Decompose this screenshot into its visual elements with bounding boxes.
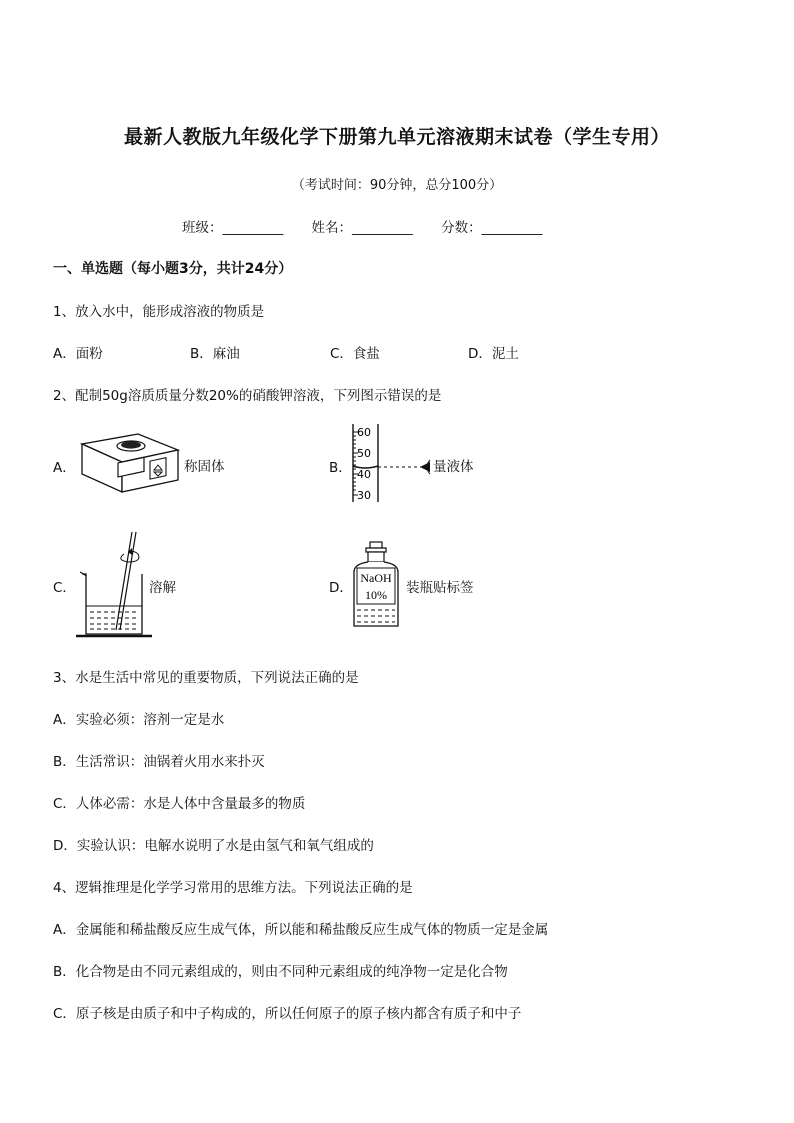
tick-50: 50 — [357, 447, 371, 460]
beaker-stirring-figure — [76, 530, 154, 642]
q2-option-c-letter: C． — [53, 580, 76, 596]
class-field[interactable]: 班级：_________ — [182, 220, 284, 236]
q1-option-d: D．泥土 — [468, 346, 519, 362]
q1-option-c: C．食盐 — [330, 346, 380, 362]
q2-option-b-letter: B． — [329, 460, 352, 476]
page-title: 最新人教版九年级化学下册第九单元溶液期末试卷（学生专用） — [123, 126, 670, 148]
q3-option-d: D．实验认识：电解水说明了水是由氢气和氧气组成的 — [53, 838, 374, 854]
tick-60: 60 — [357, 426, 371, 439]
q3-option-b: B．生活常识：油锅着火用水来扑灭 — [53, 754, 265, 770]
student-fields — [182, 216, 566, 236]
section-heading: 一、单选题（每小题3分，共计24分） — [53, 261, 293, 277]
q1-option-b: B．麻油 — [190, 346, 240, 362]
tick-40: 40 — [357, 468, 371, 481]
q2-option-c-label: 溶解 — [149, 580, 176, 596]
question-2: 2、配制50g溶质质量分数20%的硝酸钾溶液，下列图示错误的是 — [53, 388, 442, 404]
name-field[interactable]: 姓名：_________ — [311, 220, 413, 236]
bottle-label-formula: NaOH — [360, 571, 392, 585]
q4-option-a: A．金属能和稀盐酸反应生成气体，所以能和稀盐酸反应生成气体的物质一定是金属 — [53, 922, 549, 938]
q3-option-c: C．人体必需：水是人体中含量最多的物质 — [53, 796, 306, 812]
q2-option-b-label: 量液体 — [433, 459, 474, 475]
q2-option-d-letter: D． — [329, 580, 353, 596]
q4-option-c: C．原子核是由质子和中子构成的，所以任何原子的原子核内都含有质子和中子 — [53, 1006, 522, 1022]
bottle-label-concentration: 10% — [365, 588, 387, 602]
question-1: 1、放入水中，能形成溶液的物质是 — [53, 304, 265, 320]
score-field[interactable]: 分数：_________ — [441, 220, 543, 236]
q2-option-a-label: 称固体 — [184, 459, 225, 475]
q2-option-a-letter: A． — [53, 460, 76, 476]
q1-option-a: A．面粉 — [53, 346, 103, 362]
exam-info: （考试时间：90分钟，总分100分） — [291, 178, 503, 193]
electronic-balance-figure — [80, 432, 182, 494]
reagent-bottle-figure — [350, 540, 402, 630]
q3-option-a: A．实验必须：溶剂一定是水 — [53, 712, 225, 728]
tick-30: 30 — [357, 489, 371, 502]
q4-option-b: B．化合物是由不同元素组成的，则由不同种元素组成的纯净物一定是化合物 — [53, 964, 508, 980]
q2-option-d-label: 装瓶贴标签 — [406, 580, 474, 596]
question-3: 3、水是生活中常见的重要物质，下列说法正确的是 — [53, 670, 359, 686]
question-4: 4、逻辑推理是化学学习常用的思维方法。下列说法正确的是 — [53, 880, 413, 896]
